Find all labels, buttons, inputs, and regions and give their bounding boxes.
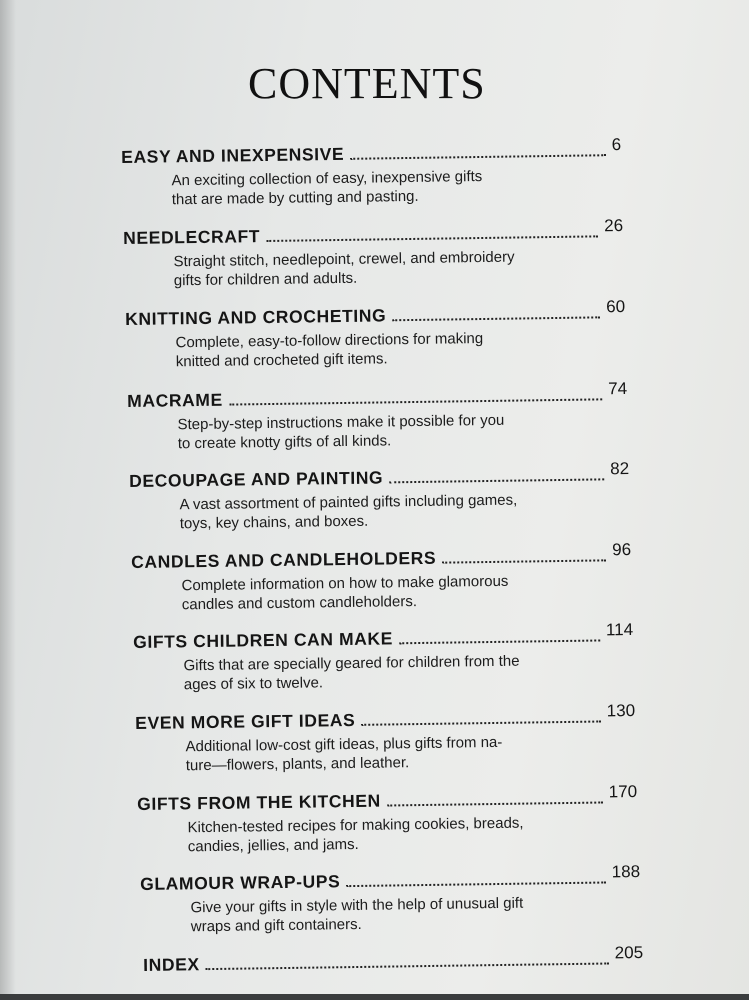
toc-entry-easy-and-inexpensive bbox=[121, 135, 622, 210]
toc-entry-title: KNITTING AND CROCHETING bbox=[125, 305, 387, 329]
toc-entry-description bbox=[171, 166, 571, 210]
toc-entry-description bbox=[177, 410, 577, 454]
toc-entry-heading bbox=[140, 862, 640, 895]
dot-leader bbox=[350, 154, 605, 160]
page-bottom-edge bbox=[0, 994, 749, 1000]
page-gutter-shadow bbox=[0, 0, 16, 1000]
toc-page-number: 60 bbox=[606, 297, 626, 317]
dot-leader bbox=[229, 398, 602, 405]
toc-entry-description bbox=[183, 651, 583, 695]
description-line: Kitchen-tested recipes for making cookies, breads, bbox=[187, 814, 524, 837]
toc-entry-gifts-children-can-make bbox=[133, 620, 634, 695]
description-line: Give your gifts in style with the help of unusual gift bbox=[190, 894, 524, 917]
toc-entry-macrame bbox=[127, 379, 628, 454]
description-line: knitted and crocheted gift items. bbox=[175, 350, 388, 371]
toc-entry-description bbox=[175, 328, 575, 372]
dot-leader bbox=[346, 881, 605, 887]
description-line: Step-by-step instructions make it possible for you bbox=[177, 411, 505, 434]
dot-leader bbox=[399, 639, 600, 644]
toc-entry-description bbox=[190, 893, 590, 937]
toc-entry-title: EASY AND INEXPENSIVE bbox=[121, 143, 345, 167]
dot-leader bbox=[206, 962, 609, 970]
description-line: toys, key chains, and boxes. bbox=[179, 512, 369, 533]
description-line: A vast assortment of painted gifts including games, bbox=[179, 491, 518, 514]
description-line: Gifts that are specially geared for children from the bbox=[183, 652, 520, 675]
toc-entry-title: DECOUPAGE AND PAINTING bbox=[129, 467, 384, 491]
toc-page-number: 74 bbox=[608, 379, 628, 399]
toc-entry-title: GLAMOUR WRAP-UPS bbox=[140, 871, 341, 894]
description-line: ages of six to twelve. bbox=[183, 674, 324, 694]
toc-entry-candles-and-candleholders bbox=[131, 540, 632, 615]
toc-entry-heading bbox=[137, 782, 637, 815]
toc-entry-description bbox=[179, 490, 579, 534]
description-line: Additional low-cost gift ideas, plus gifts from na- bbox=[185, 733, 503, 756]
toc-entry-heading bbox=[135, 701, 635, 734]
description-line: gifts for children and adults. bbox=[173, 269, 358, 290]
toc-entry-heading bbox=[125, 297, 625, 330]
toc-entry-gifts-from-the-kitchen bbox=[137, 782, 638, 857]
toc-entry-heading bbox=[131, 540, 631, 573]
description-line: wraps and gift containers. bbox=[190, 915, 362, 936]
page-title: CONTENTS bbox=[248, 59, 486, 108]
toc-page-number: 114 bbox=[605, 620, 634, 640]
toc-entry-index bbox=[143, 943, 643, 976]
toc-entry-title: NEEDLECRAFT bbox=[123, 226, 261, 248]
toc-entry-title: GIFTS FROM THE KITCHEN bbox=[137, 790, 381, 814]
toc-entry-title: INDEX bbox=[143, 954, 200, 975]
toc-entry-title: EVEN MORE GIFT IDEAS bbox=[135, 709, 356, 733]
toc-entry-title: CANDLES AND CANDLEHOLDERS bbox=[131, 547, 437, 572]
description-line: that are made by cutting and pasting. bbox=[171, 187, 419, 209]
dot-leader bbox=[392, 316, 600, 321]
toc-entry-knitting-and-crocheting bbox=[125, 297, 626, 372]
description-line: Complete, easy-to-follow directions for making bbox=[175, 330, 484, 352]
description-line: candies, jellies, and jams. bbox=[187, 835, 359, 856]
toc-entry-heading bbox=[133, 620, 633, 653]
description-line: Straight stitch, needlepoint, crewel, and embroidery bbox=[173, 248, 515, 271]
toc-entry-glamour-wrap-ups bbox=[140, 862, 641, 937]
toc-entry-heading bbox=[127, 379, 627, 412]
toc-page-number: 96 bbox=[612, 540, 632, 560]
toc-entry-description bbox=[173, 247, 573, 291]
toc-entry-description bbox=[187, 813, 587, 857]
description-line: An exciting collection of easy, inexpensive gifts bbox=[171, 167, 483, 190]
dot-leader bbox=[266, 235, 598, 242]
dot-leader bbox=[387, 801, 603, 806]
toc-page-number: 170 bbox=[608, 782, 638, 802]
toc-entry-description bbox=[185, 732, 585, 776]
description-line: Complete information on how to make glamorous bbox=[181, 572, 509, 595]
toc-page-number: 188 bbox=[611, 862, 641, 882]
description-line: to create knotty gifts of all kinds. bbox=[177, 432, 392, 453]
toc-entry-needlecraft bbox=[123, 216, 624, 291]
dot-leader bbox=[361, 720, 601, 725]
toc-entry-decoupage-and-painting bbox=[129, 459, 630, 534]
toc-entry-title: MACRAME bbox=[127, 389, 223, 411]
description-line: candles and custom candleholders. bbox=[181, 593, 418, 614]
toc-entry-description bbox=[181, 571, 581, 615]
dot-leader bbox=[442, 559, 606, 563]
toc-entry-heading bbox=[123, 216, 623, 249]
toc-entry-heading bbox=[143, 943, 643, 976]
toc-entry-even-more-gift-ideas bbox=[135, 701, 636, 776]
dot-leader bbox=[389, 478, 604, 483]
toc-page-number: 82 bbox=[610, 459, 630, 479]
toc-page-number: 205 bbox=[614, 943, 644, 963]
toc-page-number: 130 bbox=[606, 701, 636, 721]
toc-entry-heading bbox=[129, 459, 629, 492]
toc-entry-title: GIFTS CHILDREN CAN MAKE bbox=[133, 628, 394, 652]
description-line: ture—flowers, plants, and leather. bbox=[185, 754, 410, 775]
toc-page-number: 6 bbox=[611, 135, 622, 155]
toc-page-number: 26 bbox=[604, 216, 624, 236]
toc-entry-heading bbox=[121, 135, 621, 168]
